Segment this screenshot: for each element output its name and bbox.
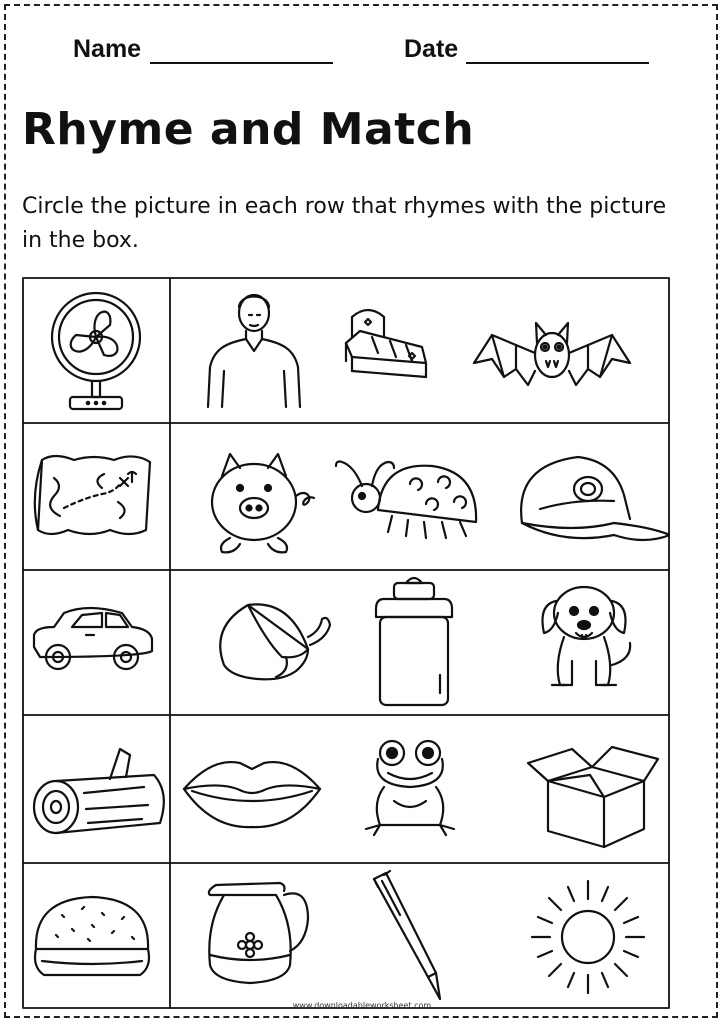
box-icon	[528, 747, 658, 847]
dog-icon	[543, 587, 631, 685]
man-icon	[208, 295, 300, 407]
bat-icon	[474, 323, 630, 385]
name-date-header	[0, 34, 724, 68]
frog-icon	[366, 741, 454, 835]
footer-url: www.downloadableworksheet.com	[292, 1001, 432, 1010]
name-label: Name	[73, 35, 142, 63]
pig-icon	[212, 454, 314, 552]
bun-icon	[35, 897, 149, 975]
cap-icon	[521, 457, 670, 540]
date-label: Date	[404, 35, 459, 63]
name-blank-line[interactable]	[150, 62, 333, 64]
ladybug-icon	[336, 462, 476, 539]
lips-icon	[184, 762, 320, 827]
rhyme-grid	[22, 277, 670, 1009]
jug-icon	[209, 883, 308, 983]
car-icon	[34, 608, 152, 669]
acorn-icon	[220, 604, 330, 679]
date-blank-line[interactable]	[466, 62, 649, 64]
jar-icon	[376, 578, 452, 705]
map-icon	[35, 456, 150, 534]
bed-icon	[346, 310, 426, 377]
fan-icon	[52, 293, 140, 409]
log-icon	[34, 749, 164, 833]
pen-icon	[374, 871, 440, 999]
instructions-text: Circle the picture in each row that rhymes with the picture in the box.	[22, 194, 667, 253]
sun-icon	[532, 881, 644, 993]
worksheet-title: Rhyme and Match	[22, 104, 475, 155]
